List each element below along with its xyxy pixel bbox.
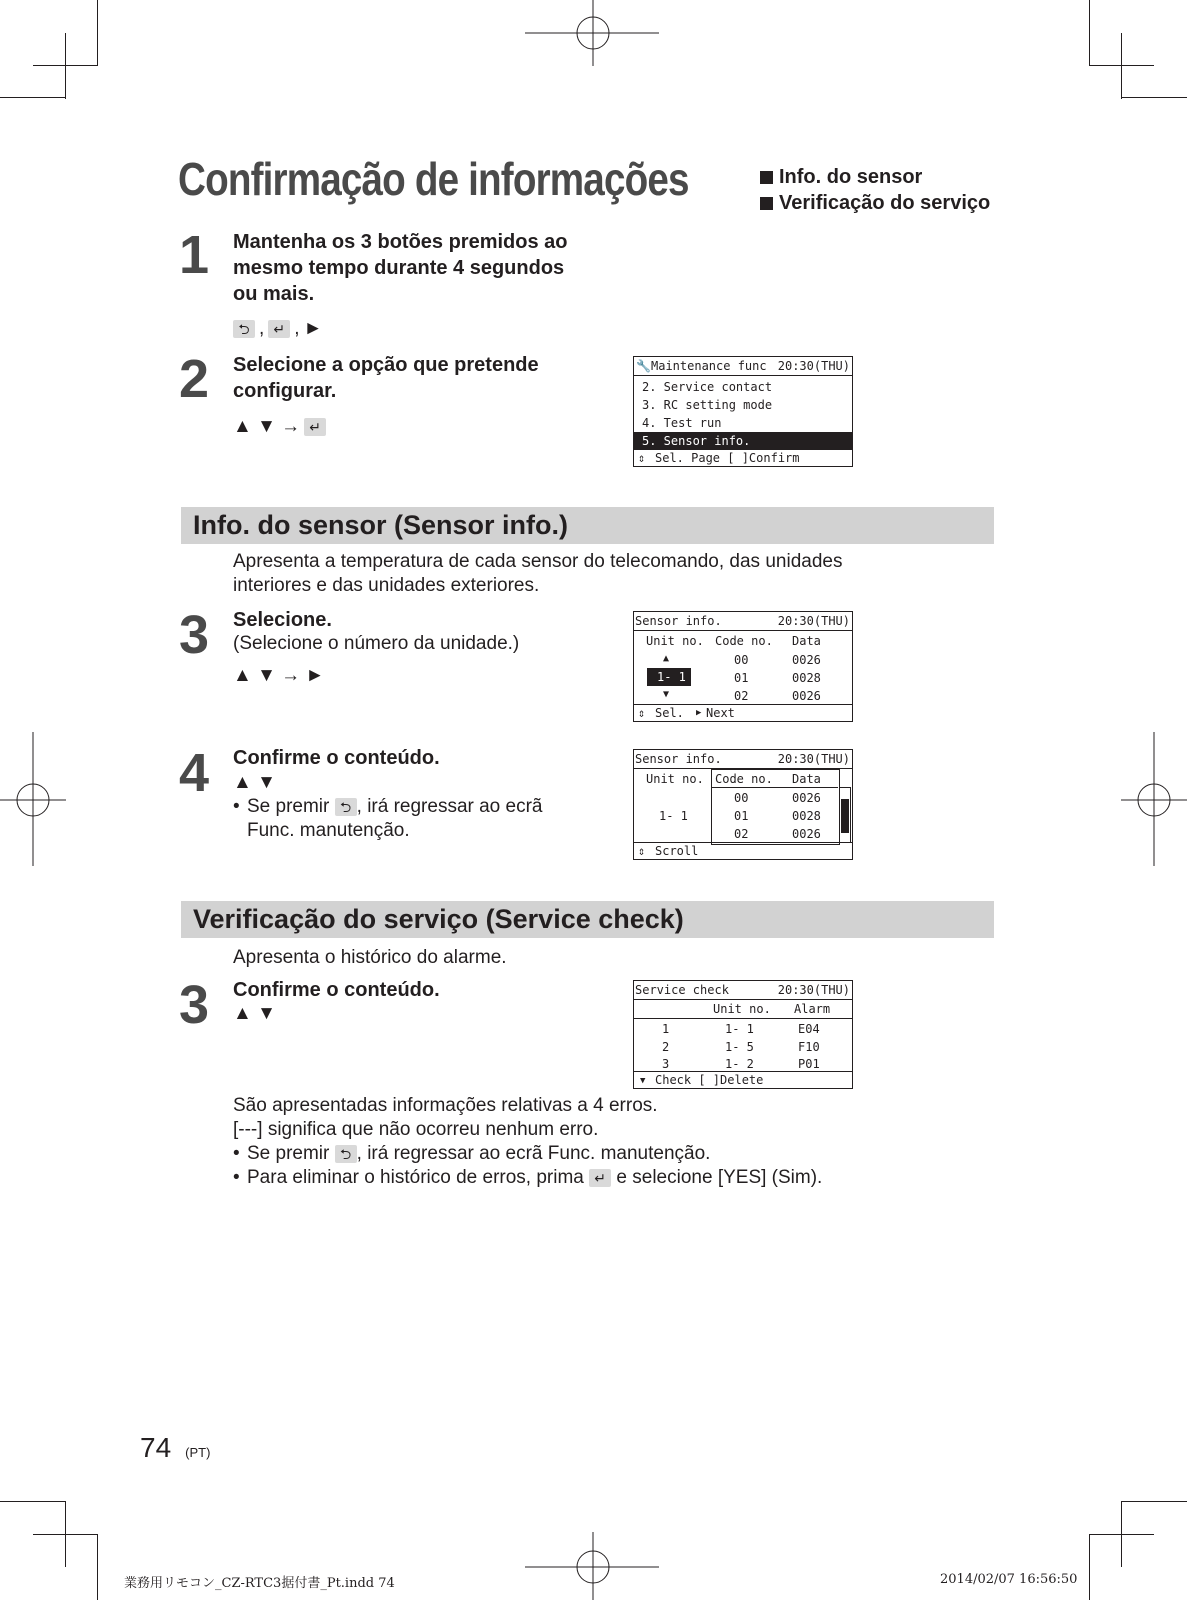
scrollbar	[839, 787, 851, 843]
step-number: 2	[179, 349, 210, 409]
button-combination: ▲ ▼ → ►	[233, 665, 325, 686]
step-number: 3	[179, 975, 210, 1035]
up-arrow-icon: ▲	[663, 653, 670, 664]
step-subtext: (Selecione o número da unidade.)	[233, 633, 520, 654]
step-heading: Confirme o conteúdo.	[233, 747, 440, 769]
lcd-sensor-scroll-screen: Sensor info. 20:30(THU) Unit no. Code no. Data 1- 1 00 01 02 0026 0028 0026 ⇕ Scroll	[633, 749, 853, 860]
print-slug-right: 2014/02/07 16:56:50	[940, 1572, 1078, 1587]
step-heading: Mantenha os 3 botões premidos ao mesmo tempo durante 4 segundos ou mais.	[233, 231, 568, 305]
menu-item-selected: 5. Sensor info.	[634, 432, 852, 450]
return-key-icon: ⮌	[335, 1145, 357, 1163]
button-combination: ⮌ , ↵ , ►	[233, 317, 322, 341]
square-bullet-icon	[760, 197, 773, 210]
section-intro: Apresenta o histórico do alarme.	[233, 947, 507, 968]
step-heading: Selecione.	[233, 609, 332, 631]
up-down-icon: ⇕	[638, 844, 646, 858]
service-notes: São apresentadas informações relativas a 4 erros. [---] significa que não ocorreu nenhum erro. • Se premir ⮌ , irá regressar ao ecrã Func. manutenção. • Para eliminar o histórico de erros, prima ↵ e selecione [YES] (Sim).	[233, 1095, 823, 1188]
down-arrow-icon: ▼	[663, 689, 670, 700]
step-heading: Confirme o conteúdo.	[233, 979, 440, 1001]
step-heading: Selecione a opção que pretende configurar.	[233, 354, 539, 402]
up-down-icon: ⇕	[638, 706, 646, 720]
toc-item: Verificação do serviço	[760, 190, 990, 216]
section-header-service: Verificação do serviço (Service check)	[181, 901, 994, 938]
enter-key-icon: ↵	[268, 320, 290, 338]
return-key-icon: ⮌	[233, 320, 255, 338]
down-arrow-icon: ▼	[640, 1076, 646, 1086]
step-number: 1	[179, 225, 210, 285]
lcd-service-check-screen: Service check 20:30(THU) Unit no. Alarm 1 1- 1 E04 2 1- 5 F10 3 1- 2 P01 ▼ Check [ ]Delete	[633, 980, 853, 1089]
wrench-icon: 🔧	[636, 359, 651, 373]
up-down-icon: ⇕	[638, 451, 646, 465]
section-index	[760, 164, 990, 216]
button-combination: ▲ ▼	[233, 772, 276, 793]
play-arrow-icon: ►	[303, 318, 323, 339]
registration-mark-bottom	[525, 1532, 665, 1600]
enter-key-icon: ↵	[304, 418, 326, 436]
unit-selector: 1- 1	[647, 668, 691, 686]
registration-mark-left	[0, 732, 70, 872]
print-slug-left: 業務用リモコン_CZ-RTC3据付書_Pt.indd 74	[124, 1576, 395, 1591]
return-key-icon: ⮌	[335, 798, 357, 816]
menu-item: 2. Service contact	[642, 380, 773, 394]
menu-item: 3. RC setting mode	[642, 398, 773, 412]
section-header-sensor: Info. do sensor (Sensor info.)	[181, 507, 994, 544]
registration-mark-top	[525, 0, 665, 70]
step-note: • Se premir ⮌ , irá regressar ao ecrã Func. manutenção.	[233, 796, 543, 841]
right-arrow-icon: ▶	[696, 708, 702, 718]
page-number: 74 (PT)	[140, 1432, 211, 1463]
button-combination: ▲ ▼ → ↵	[233, 415, 326, 439]
toc-item: Info. do sensor	[760, 164, 990, 190]
button-combination: ▲ ▼	[233, 1003, 276, 1024]
step-number: 4	[179, 743, 210, 803]
enter-key-icon: ↵	[589, 1169, 611, 1187]
page-title: Confirmação de informações	[178, 153, 689, 205]
scrollbar-thumb	[841, 799, 849, 833]
lcd-maintenance-screen: 🔧 Maintenance func 20:30(THU) 2. Service contact 3. RC setting mode 4. Test run 5. Sensor info. ⇕ Sel. Page [ ]Confirm	[633, 356, 853, 467]
registration-mark-right	[1117, 732, 1187, 872]
square-bullet-icon	[760, 171, 773, 184]
step-number: 3	[179, 605, 210, 665]
menu-item: 4. Test run	[642, 416, 722, 430]
section-intro: Apresenta a temperatura de cada sensor do telecomando, das unidades interiores e das unidades exteriores.	[233, 551, 843, 596]
lcd-sensor-screen: Sensor info. 20:30(THU) Unit no. Code no. Data ▲ 1- 1 ▼ 00 01 02 0026 0028 0026 ⇕ Sel. ▶ Next	[633, 611, 853, 722]
